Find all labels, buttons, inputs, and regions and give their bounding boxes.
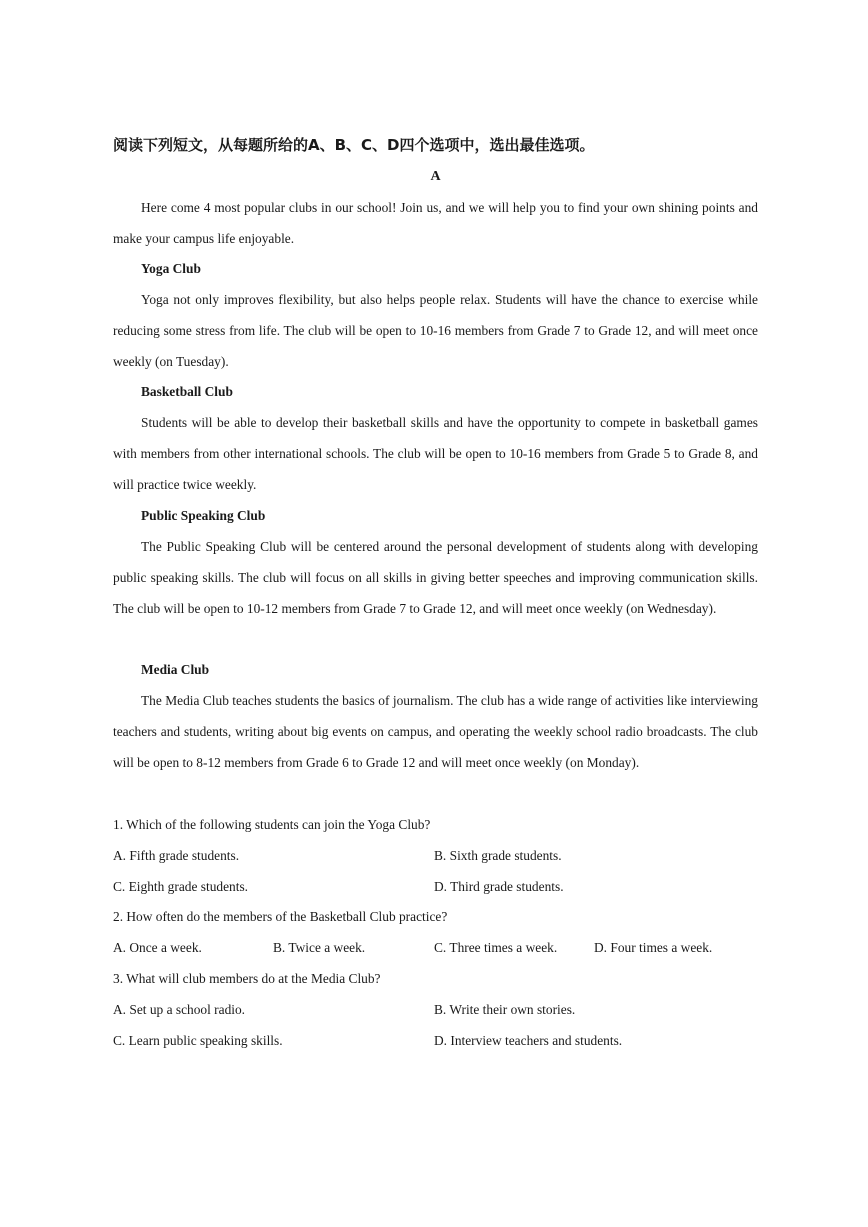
club-heading-public-speaking: Public Speaking Club xyxy=(141,508,266,523)
question-1-option-a: A. Fifth grade students. xyxy=(113,848,240,863)
question-3-option-d: D. Interview teachers and students. xyxy=(434,1033,623,1048)
intro-paragraph: Here come 4 most popular clubs in our school! Join us, and we will help you to find your own shining points and make your campus life enjoyable. xyxy=(113,200,758,246)
question-1-option-c: C. Eighth grade students. xyxy=(113,879,249,894)
question-2-stem: 2. How often do the members of the Basketball Club practice? xyxy=(113,909,448,924)
question-2-option-b: B. Twice a week. xyxy=(273,940,366,955)
question-2-option-c: C. Three times a week. xyxy=(434,940,558,955)
club-heading-media: Media Club xyxy=(141,662,210,677)
club-paragraph-public-speaking: The Public Speaking Club will be centered around the personal development of students along with developing public speaking skills. The club will focus on all skills in giving better speeches and improving communication skills. The club will be open to 10-12 members from Grade 7 to Grade 12, and will meet once weekly (on Wednesday). xyxy=(113,539,758,616)
club-heading-yoga: Yoga Club xyxy=(141,261,201,276)
question-1-stem: 1. Which of the following students can join the Yoga Club? xyxy=(113,817,431,832)
question-3-option-b: B. Write their own stories. xyxy=(434,1002,576,1017)
instruction-text: 阅读下列短文，从每题所给的A、B、C、D四个选项中，选出最佳选项。 xyxy=(113,136,595,154)
question-1-option-b: B. Sixth grade students. xyxy=(434,848,562,863)
section-label: A xyxy=(430,169,441,184)
question-2-option-d: D. Four times a week. xyxy=(594,940,713,955)
question-3-option-c: C. Learn public speaking skills. xyxy=(113,1033,283,1048)
club-heading-basketball: Basketball Club xyxy=(141,384,233,399)
club-paragraph-media: The Media Club teaches students the basics of journalism. The club has a wide range of activities like interviewing teachers and students, writing about big events on campus, and operating the weekly school radio broadcasts. The club will be open to 8-12 members from Grade 6 to Grade 12 and will meet once weekly (on Monday). xyxy=(113,693,758,770)
club-paragraph-basketball: Students will be able to develop their basketball skills and have the opportunity to compete in basketball games with members from other international schools. The club will be open to 10-16 members from Grade 5 to Grade 8, and will practice twice weekly. xyxy=(113,415,758,492)
question-3-option-a: A. Set up a school radio. xyxy=(113,1002,246,1017)
club-paragraph-yoga: Yoga not only improves flexibility, but also helps people relax. Students will have the chance to exercise while reducing some stress from life. The club will be open to 10-16 members from Grade 7 to Grade 12, and will meet once weekly (on Tuesday). xyxy=(113,292,758,369)
question-2-option-a: A. Once a week. xyxy=(113,940,202,955)
question-3-stem: 3. What will club members do at the Media Club? xyxy=(113,971,381,986)
question-1-option-d: D. Third grade students. xyxy=(434,879,564,894)
